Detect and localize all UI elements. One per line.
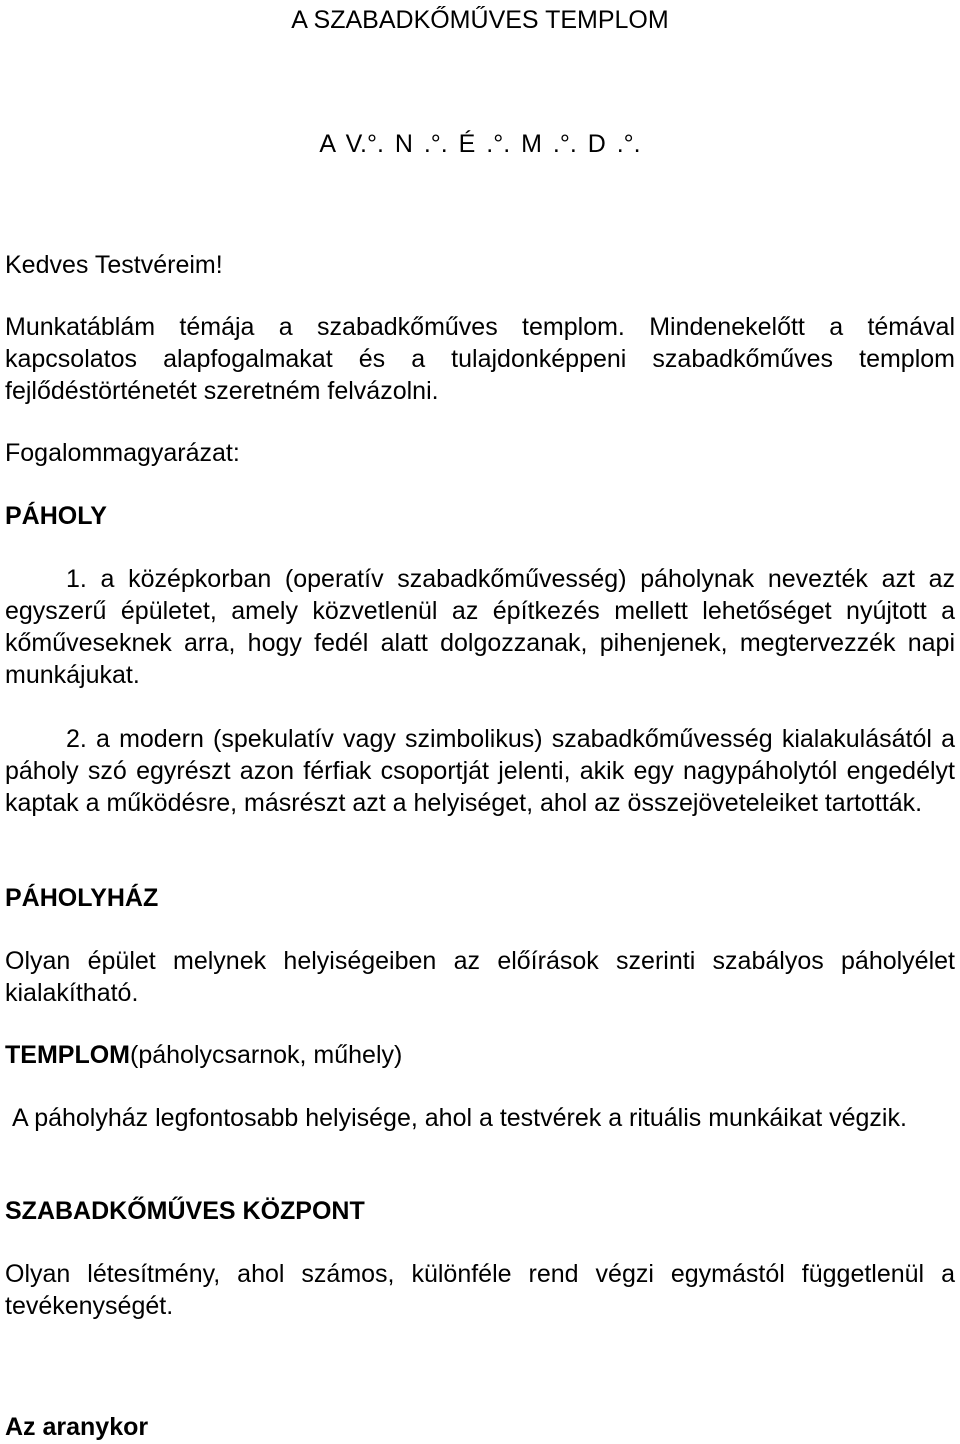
paholyhaz-definition: Olyan épület melynek helyiségeiben az előírások szerinti szabályos páholyélet kialakítható. (5, 947, 955, 1007)
greeting: Kedves Testvéreim! (5, 251, 223, 279)
document-title: A SZABADKŐMŰVES TEMPLOM (291, 6, 669, 34)
heading-paholy: PÁHOLY (5, 502, 107, 530)
paholy-definition-1: 1. a középkorban (operatív szabadkőművesség) páholynak nevezték azt az egyszerű épületet, amely közvetlenül az építkezés mellett lehetőséget nyújtott a kőműveseknek arra, hogy fedél alatt dolgozzanak, pihenjenek, megtervezzék napi munkájukat. (5, 565, 955, 689)
heading-aranykor: Az aranykor (5, 1413, 149, 1441)
heading-templom-bold: TEMPLOM (5, 1041, 130, 1069)
heading-kozpont: SZABADKŐMŰVES KÖZPONT (5, 1197, 365, 1225)
paholy-definition-2: 2. a modern (spekulatív vagy szimbolikus) szabadkőművesség kialakulásától a páholy szó egyrészt azon férfiak csoportját jelenti, akik egy nagypáholytól engedélyt kaptak a működésre, másrészt azt a helyiséget, ahol az összejöveteleiket tartották. (5, 725, 955, 817)
intro-paragraph: Munkatáblám témája a szabadkőműves templom. Mindenekelőtt a témával kapcsolatos alapfogalmakat és a tulajdonképpeni szabadkőműves templom fejlődéstörténetét szeretném felvázolni. (5, 313, 955, 405)
heading-templom-rest: (páholycsarnok, műhely) (130, 1041, 403, 1069)
kozpont-definition: Olyan létesítmény, ahol számos, különféle rend végzi egymástól függetlenül a tevékenységét. (5, 1260, 955, 1320)
heading-templom (5, 1039, 955, 1071)
document-subtitle: A V.°. N .°. É .°. M .°. D .°. (319, 130, 641, 158)
templom-definition: A páholyház legfontosabb helyisége, ahol a testvérek a rituális munkáikat végzik. (5, 1104, 907, 1132)
heading-paholyhaz: PÁHOLYHÁZ (5, 884, 159, 912)
glossary-label: Fogalommagyarázat: (5, 439, 240, 467)
